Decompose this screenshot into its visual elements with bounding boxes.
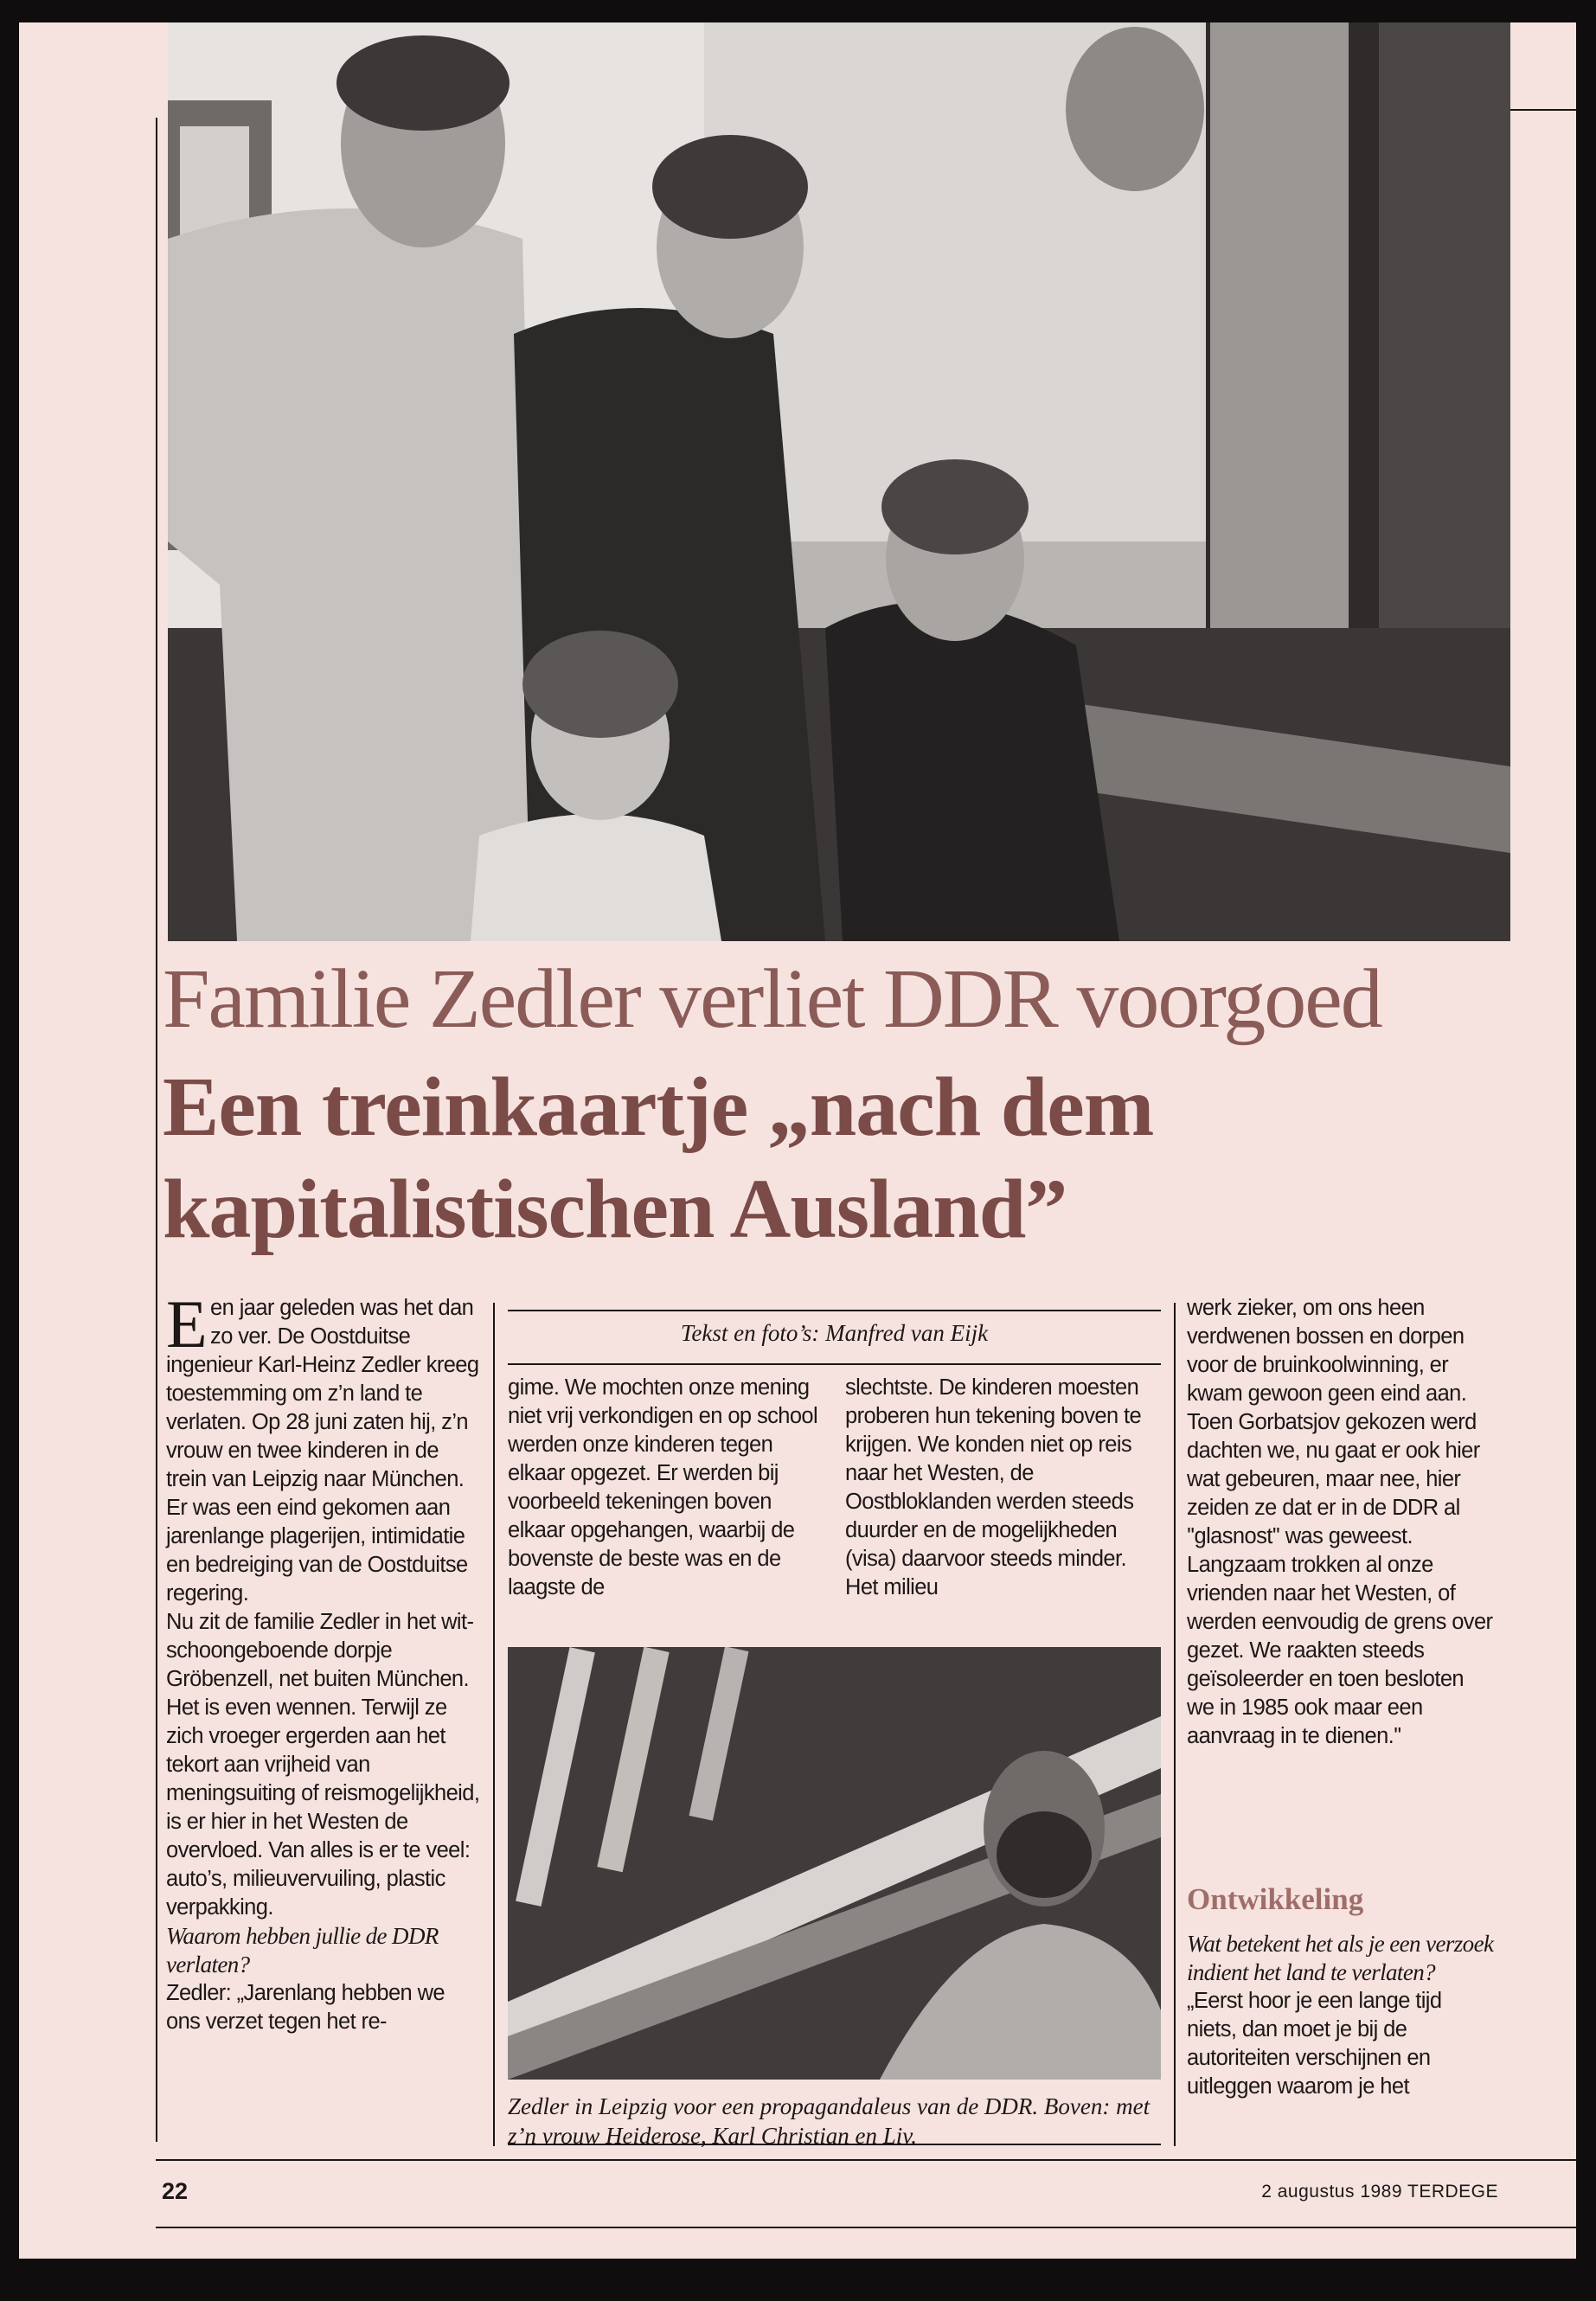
interview-answer-2: „Eerst hoor je een lange tijd niets, dan moet je bij de autoriteiten verschijnen en uitleggen waarom je het bbox=[1187, 1989, 1442, 2099]
column-1 bbox=[166, 1286, 482, 2036]
leipzig-photo bbox=[508, 1647, 1161, 2080]
column3-text: slechtste. De kinderen moesten proberen hun tekening boven te krijgen. We konden niet op reis naar het Westen, de Oostbloklanden werden steeds duurder en de mogelijkheden (visa) daarvoor steeds minder. Het milieu bbox=[845, 1375, 1142, 1599]
photo-text-credit: Tekst en foto’s: Manfred van Eijk bbox=[680, 1320, 989, 1346]
col-divider-2 bbox=[1174, 1303, 1176, 2146]
interview-answer-1: Zedler: „Jarenlang hebben we ons verzet tegen het re- bbox=[166, 1981, 445, 2034]
column4-paragraph-1: werk zieker, om ons heen verdwenen bossen en dorpen voor de bruinkoolwinning, er kwam gewoon geen eind aan. Toen Gorbatsjov gekozen werd dachten we, nu gaat er ook hier wat gebeuren, maar nee, hier zeiden ze dat er in de DDR al ''glasnost'' was geweest. bbox=[1187, 1296, 1480, 1548]
credit-rule-bottom bbox=[508, 1363, 1161, 1365]
column4-paragraph-2: Langzaam trokken al onze vrienden naar het Westen, of werden eenvoudig de grens over gezet. We raakten steeds geïsoleerder en toen besloten we in 1985 ook maar een aanvraag in te dienen.'' bbox=[1187, 1553, 1493, 1748]
issue-date: 2 augustus 1989 TERDEGE bbox=[1261, 2182, 1498, 2202]
column-4-continued bbox=[1187, 1930, 1494, 2101]
right-top-rule bbox=[1510, 109, 1576, 111]
column2-text: gime. We mochten onze mening niet vrij verkondigen en op school werden onze kinderen tegen elkaar opgezet. Er werden bij voorbeeld tekeningen boven elkaar opgehangen, waarbij de bovenste de beste was en de laagste de bbox=[508, 1375, 818, 1599]
headline-kicker: Familie Zedler verliet DDR voorgoed bbox=[163, 952, 1381, 1046]
credit-rule-top bbox=[508, 1310, 1161, 1311]
family-photo bbox=[168, 22, 1510, 941]
column-2 bbox=[508, 1374, 824, 1602]
page-number: 22 bbox=[162, 2178, 189, 2204]
interview-question-1: Waarom hebben jullie de DDR verlaten? bbox=[166, 1923, 439, 1977]
magazine-page bbox=[19, 22, 1576, 2259]
column1-paragraph-2: Nu zit de familie Zedler in het wit-schoongeboende dorpje Gröbenzell, net buiten München. Het is even wennen. Terwijl ze zich vroeger ergerden aan het tekort aan vrijheid van meningsuiting of reismogelijkheid, is er hier in het Westen de overvloed. Van alles is er te veel: auto’s, milieuvervuiling, plastic verpakking. bbox=[166, 1610, 480, 1920]
col-divider-1 bbox=[493, 1303, 495, 2146]
drop-cap: E bbox=[166, 1286, 208, 1362]
photo-caption: Zedler in Leipzig voor een propagandaleus van de DDR. Boven: met z’n vrouw Heiderose, Karl Christian en Liv. bbox=[508, 2093, 1151, 2149]
headline-title: Een treinkaartje „nach dem kapitalistischen Ausland” bbox=[163, 1061, 1154, 1256]
left-frame-rule bbox=[156, 118, 157, 2142]
column-3 bbox=[845, 1374, 1161, 1602]
footer-rule bbox=[156, 2159, 1576, 2161]
interview-question-2: Wat betekent het als je een verzoek indient het land te verlaten? bbox=[1187, 1931, 1494, 1985]
bottom-frame-rule bbox=[156, 2227, 1576, 2228]
column-4 bbox=[1187, 1294, 1494, 1751]
intro-text: en jaar geleden was het dan zo ver. De Oostduitse ingenieur Karl-Heinz Zedler kreeg toestemming om z’n land te verlaten. Op 28 juni zaten hij, z’n vrouw en twee kinderen in de trein van Leipzig naar München. Er was een eind gekomen aan jarenlange plagerijen, intimidatie en bedreiging van de Oostduitse regering. bbox=[166, 1296, 479, 1606]
subheading: Ontwikkeling bbox=[1187, 1882, 1364, 1916]
